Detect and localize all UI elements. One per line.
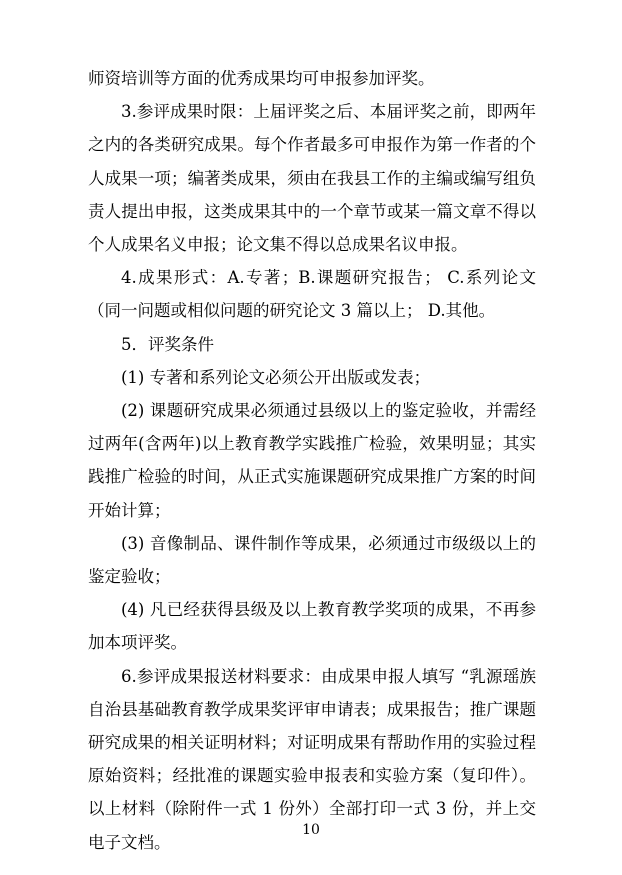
condition-item-1: (1) 专著和系列论文必须公开出版或发表； xyxy=(121,367,431,387)
condition-item-2: (2) 课题研究成果必须通过县级以上的鉴定验收，并需经过两年(含两年)以上教育教学实践推广检验，效果明显；其实践推广检验的时间，从正式实施课题研究成果推广方案的时间开始计算； xyxy=(88,401,536,520)
paragraph-time-limit: 3.参评成果时限：上届评奖之后、本届评奖之前，即两年之内的各类研究成果。每个作者最多可申报作为第一作者的个人成果一项；编著类成果，须由在我县工作的主编或编写组负责人提出申报，这类成果其中的一个章节或某一篇文章不得以个人成果名义申报；论文集不得以总成果名议申报。 xyxy=(88,102,536,255)
paragraph-submission-materials: 6.参评成果报送材料要求：由成果申报人填写 “乳源瑶族自治县基础教育教学成果奖评审申请表；成果报告；推广课题研究成果的相关证明材料；对证明成果有帮助作用的实验过程原始资料；经批准的课题实验申报表和实验方案（复印件）。以上材料（除附件一式 1 份外）全部打印一式 3 份，并上交电子文档。 xyxy=(88,666,536,852)
condition-item-4: (4) 凡已经获得县级及以上教育教学奖项的成果，不再参加本项评奖。 xyxy=(88,600,536,653)
paragraph-result-forms: 4.成果形式：A.专著；B.课题研究报告； C.系列论文（同一问题或相似问题的研究论文 3 篇以上； D.其他。 xyxy=(88,268,536,321)
body-text xyxy=(88,62,536,859)
condition-item-3: (3) 音像制品、课件制作等成果，必须通过市级级以上的鉴定验收； xyxy=(88,533,536,587)
heading-award-conditions: 5．评奖条件 xyxy=(121,334,214,354)
page-number: 10 xyxy=(302,822,320,838)
paragraph-continuation: 师资培训等方面的优秀成果均可申报参加评奖。 xyxy=(88,69,435,88)
